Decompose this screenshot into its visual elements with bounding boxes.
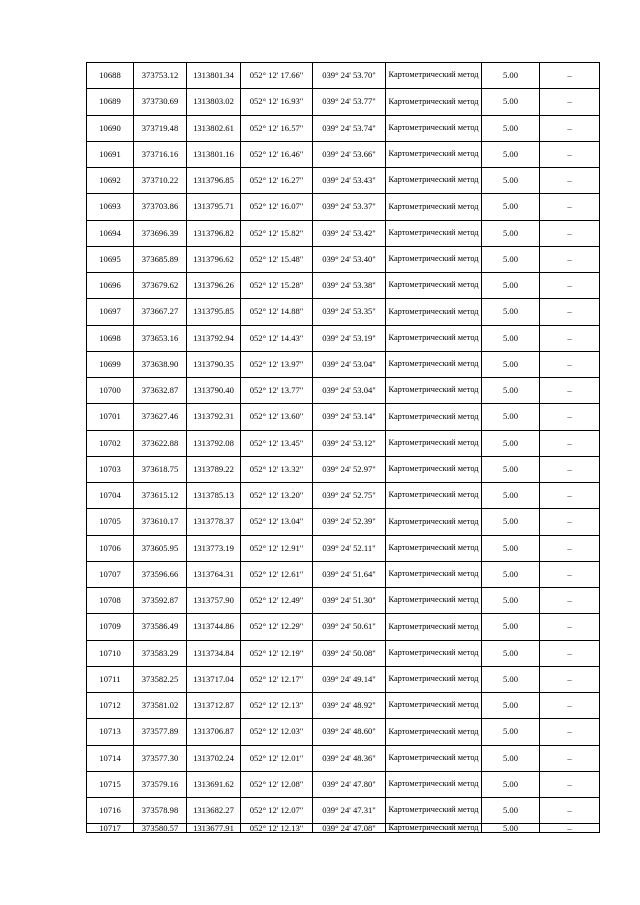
point-number-cell: 10703: [87, 456, 134, 482]
description-cell: –: [540, 430, 600, 456]
accuracy-cell: 5.00: [482, 798, 540, 824]
accuracy-cell: 5.00: [482, 115, 540, 141]
latitude-cell: 052° 12' 15.82": [241, 220, 313, 246]
latitude-cell: 052° 12' 12.01": [241, 745, 313, 771]
y-coordinate-cell: 1313796.82: [187, 220, 241, 246]
x-coordinate-cell: 373605.95: [134, 535, 187, 561]
point-number-cell: 10696: [87, 273, 134, 299]
x-coordinate-cell: 373581.02: [134, 693, 187, 719]
y-coordinate-cell: 1313792.94: [187, 325, 241, 351]
table-row: [87, 640, 600, 666]
accuracy-cell: 5.00: [482, 456, 540, 482]
latitude-cell: 052° 12' 12.13": [241, 693, 313, 719]
accuracy-cell: 5.00: [482, 719, 540, 745]
point-number-cell: 10710: [87, 640, 134, 666]
point-number-cell: 10698: [87, 325, 134, 351]
accuracy-cell: 5.00: [482, 194, 540, 220]
accuracy-cell: 5.00: [482, 246, 540, 272]
description-cell: –: [540, 273, 600, 299]
accuracy-cell: 5.00: [482, 351, 540, 377]
table-row: [87, 798, 600, 824]
latitude-cell: 052° 12' 12.49": [241, 588, 313, 614]
table-row: [87, 404, 600, 430]
method-cell: Картометрический метод: [386, 483, 482, 509]
accuracy-cell: 5.00: [482, 220, 540, 246]
table-row: [87, 561, 600, 587]
point-number-cell: 10713: [87, 719, 134, 745]
longitude-cell: 039° 24' 53.37": [313, 194, 386, 220]
latitude-cell: 052° 12' 14.43": [241, 325, 313, 351]
description-cell: –: [540, 824, 600, 833]
accuracy-cell: 5.00: [482, 63, 540, 89]
description-cell: –: [540, 693, 600, 719]
method-cell: Картометрический метод: [386, 115, 482, 141]
latitude-cell: 052° 12' 16.07": [241, 194, 313, 220]
accuracy-cell: 5.00: [482, 141, 540, 167]
method-cell: Картометрический метод: [386, 220, 482, 246]
accuracy-cell: 5.00: [482, 430, 540, 456]
table-row: [87, 351, 600, 377]
longitude-cell: 039° 24' 53.66": [313, 141, 386, 167]
longitude-cell: 039° 24' 53.43": [313, 168, 386, 194]
longitude-cell: 039° 24' 47.08": [313, 824, 386, 833]
longitude-cell: 039° 24' 53.04": [313, 378, 386, 404]
table-row: [87, 771, 600, 797]
latitude-cell: 052° 12' 12.13": [241, 824, 313, 833]
x-coordinate-cell: 373703.86: [134, 194, 187, 220]
point-number-cell: 10688: [87, 63, 134, 89]
longitude-cell: 039° 24' 53.04": [313, 351, 386, 377]
x-coordinate-cell: 373579.16: [134, 771, 187, 797]
latitude-cell: 052° 12' 13.20": [241, 483, 313, 509]
method-cell: Картометрический метод: [386, 588, 482, 614]
y-coordinate-cell: 1313796.85: [187, 168, 241, 194]
x-coordinate-cell: 373710.22: [134, 168, 187, 194]
longitude-cell: 039° 24' 52.75": [313, 483, 386, 509]
accuracy-cell: 5.00: [482, 771, 540, 797]
latitude-cell: 052° 12' 16.93": [241, 89, 313, 115]
point-number-cell: 10689: [87, 89, 134, 115]
point-number-cell: 10699: [87, 351, 134, 377]
latitude-cell: 052° 12' 13.32": [241, 456, 313, 482]
description-cell: –: [540, 509, 600, 535]
method-cell: Картометрический метод: [386, 168, 482, 194]
y-coordinate-cell: 1313717.04: [187, 666, 241, 692]
point-number-cell: 10711: [87, 666, 134, 692]
longitude-cell: 039° 24' 50.61": [313, 614, 386, 640]
x-coordinate-cell: 373622.88: [134, 430, 187, 456]
table-row: [87, 719, 600, 745]
table-row: [87, 141, 600, 167]
y-coordinate-cell: 1313744.86: [187, 614, 241, 640]
latitude-cell: 052° 12' 16.27": [241, 168, 313, 194]
y-coordinate-cell: 1313801.16: [187, 141, 241, 167]
point-number-cell: 10716: [87, 798, 134, 824]
table-row: [87, 89, 600, 115]
y-coordinate-cell: 1313789.22: [187, 456, 241, 482]
longitude-cell: 039° 24' 47.80": [313, 771, 386, 797]
x-coordinate-cell: 373753.12: [134, 63, 187, 89]
description-cell: –: [540, 483, 600, 509]
description-cell: –: [540, 561, 600, 587]
longitude-cell: 039° 24' 52.97": [313, 456, 386, 482]
point-number-cell: 10715: [87, 771, 134, 797]
y-coordinate-cell: 1313778.37: [187, 509, 241, 535]
x-coordinate-cell: 373719.48: [134, 115, 187, 141]
description-cell: –: [540, 246, 600, 272]
longitude-cell: 039° 24' 53.19": [313, 325, 386, 351]
description-cell: –: [540, 404, 600, 430]
description-cell: –: [540, 666, 600, 692]
y-coordinate-cell: 1313702.24: [187, 745, 241, 771]
description-cell: –: [540, 378, 600, 404]
description-cell: –: [540, 220, 600, 246]
y-coordinate-cell: 1313795.71: [187, 194, 241, 220]
latitude-cell: 052° 12' 12.61": [241, 561, 313, 587]
method-cell: Картометрический метод: [386, 246, 482, 272]
description-cell: –: [540, 89, 600, 115]
latitude-cell: 052° 12' 13.45": [241, 430, 313, 456]
longitude-cell: 039° 24' 53.42": [313, 220, 386, 246]
x-coordinate-cell: 373679.62: [134, 273, 187, 299]
table-row: [87, 430, 600, 456]
accuracy-cell: 5.00: [482, 404, 540, 430]
point-number-cell: 10708: [87, 588, 134, 614]
method-cell: Картометрический метод: [386, 141, 482, 167]
table-row: [87, 456, 600, 482]
longitude-cell: 039° 24' 53.14": [313, 404, 386, 430]
accuracy-cell: 5.00: [482, 89, 540, 115]
longitude-cell: 039° 24' 53.74": [313, 115, 386, 141]
point-number-cell: 10707: [87, 561, 134, 587]
longitude-cell: 039° 24' 48.92": [313, 693, 386, 719]
x-coordinate-cell: 373618.75: [134, 456, 187, 482]
accuracy-cell: 5.00: [482, 483, 540, 509]
table-row: [87, 824, 600, 833]
accuracy-cell: 5.00: [482, 666, 540, 692]
method-cell: Картометрический метод: [386, 325, 482, 351]
table-row: [87, 194, 600, 220]
method-cell: Картометрический метод: [386, 614, 482, 640]
x-coordinate-cell: 373583.29: [134, 640, 187, 666]
x-coordinate-cell: 373696.39: [134, 220, 187, 246]
longitude-cell: 039° 24' 53.70": [313, 63, 386, 89]
method-cell: Картометрический метод: [386, 771, 482, 797]
point-number-cell: 10695: [87, 246, 134, 272]
latitude-cell: 052° 12' 17.66": [241, 63, 313, 89]
method-cell: Картометрический метод: [386, 824, 482, 833]
method-cell: Картометрический метод: [386, 430, 482, 456]
description-cell: –: [540, 614, 600, 640]
table-row: [87, 666, 600, 692]
method-cell: Картометрический метод: [386, 745, 482, 771]
y-coordinate-cell: 1313803.02: [187, 89, 241, 115]
table-row: [87, 378, 600, 404]
longitude-cell: 039° 24' 53.35": [313, 299, 386, 325]
description-cell: –: [540, 745, 600, 771]
x-coordinate-cell: 373653.16: [134, 325, 187, 351]
x-coordinate-cell: 373586.49: [134, 614, 187, 640]
y-coordinate-cell: 1313773.19: [187, 535, 241, 561]
description-cell: –: [540, 63, 600, 89]
longitude-cell: 039° 24' 52.11": [313, 535, 386, 561]
y-coordinate-cell: 1313706.87: [187, 719, 241, 745]
accuracy-cell: 5.00: [482, 273, 540, 299]
method-cell: Картометрический метод: [386, 194, 482, 220]
accuracy-cell: 5.00: [482, 378, 540, 404]
latitude-cell: 052° 12' 12.91": [241, 535, 313, 561]
x-coordinate-cell: 373592.87: [134, 588, 187, 614]
x-coordinate-cell: 373667.27: [134, 299, 187, 325]
method-cell: Картометрический метод: [386, 666, 482, 692]
x-coordinate-cell: 373716.16: [134, 141, 187, 167]
table-row: [87, 63, 600, 89]
x-coordinate-cell: 373627.46: [134, 404, 187, 430]
y-coordinate-cell: 1313682.27: [187, 798, 241, 824]
x-coordinate-cell: 373578.98: [134, 798, 187, 824]
x-coordinate-cell: 373685.89: [134, 246, 187, 272]
method-cell: Картометрический метод: [386, 404, 482, 430]
table-row: [87, 299, 600, 325]
point-number-cell: 10697: [87, 299, 134, 325]
point-number-cell: 10701: [87, 404, 134, 430]
table-row: [87, 745, 600, 771]
y-coordinate-cell: 1313795.85: [187, 299, 241, 325]
longitude-cell: 039° 24' 53.12": [313, 430, 386, 456]
y-coordinate-cell: 1313712.87: [187, 693, 241, 719]
y-coordinate-cell: 1313790.40: [187, 378, 241, 404]
description-cell: –: [540, 325, 600, 351]
description-cell: –: [540, 299, 600, 325]
description-cell: –: [540, 588, 600, 614]
x-coordinate-cell: 373632.87: [134, 378, 187, 404]
table-row: [87, 535, 600, 561]
x-coordinate-cell: 373577.89: [134, 719, 187, 745]
method-cell: Картометрический метод: [386, 640, 482, 666]
y-coordinate-cell: 1313677.91: [187, 824, 241, 833]
y-coordinate-cell: 1313796.62: [187, 246, 241, 272]
longitude-cell: 039° 24' 49.14": [313, 666, 386, 692]
table-row: [87, 168, 600, 194]
method-cell: Картометрический метод: [386, 299, 482, 325]
y-coordinate-cell: 1313792.08: [187, 430, 241, 456]
latitude-cell: 052° 12' 12.08": [241, 771, 313, 797]
method-cell: Картометрический метод: [386, 378, 482, 404]
y-coordinate-cell: 1313757.90: [187, 588, 241, 614]
accuracy-cell: 5.00: [482, 168, 540, 194]
longitude-cell: 039° 24' 52.39": [313, 509, 386, 535]
table-row: [87, 115, 600, 141]
longitude-cell: 039° 24' 47.31": [313, 798, 386, 824]
point-number-cell: 10693: [87, 194, 134, 220]
x-coordinate-cell: 373577.30: [134, 745, 187, 771]
point-number-cell: 10692: [87, 168, 134, 194]
longitude-cell: 039° 24' 53.40": [313, 246, 386, 272]
x-coordinate-cell: 373610.17: [134, 509, 187, 535]
x-coordinate-cell: 373582.25: [134, 666, 187, 692]
description-cell: –: [540, 456, 600, 482]
table-row: [87, 246, 600, 272]
x-coordinate-cell: 373596.66: [134, 561, 187, 587]
point-number-cell: 10709: [87, 614, 134, 640]
table-row: [87, 273, 600, 299]
x-coordinate-cell: 373638.90: [134, 351, 187, 377]
y-coordinate-cell: 1313691.62: [187, 771, 241, 797]
latitude-cell: 052° 12' 13.77": [241, 378, 313, 404]
table-row: [87, 220, 600, 246]
method-cell: Картометрический метод: [386, 798, 482, 824]
y-coordinate-cell: 1313801.34: [187, 63, 241, 89]
method-cell: Картометрический метод: [386, 351, 482, 377]
description-cell: –: [540, 115, 600, 141]
latitude-cell: 052° 12' 13.97": [241, 351, 313, 377]
latitude-cell: 052° 12' 13.60": [241, 404, 313, 430]
longitude-cell: 039° 24' 53.77": [313, 89, 386, 115]
table-row: [87, 325, 600, 351]
description-cell: –: [540, 351, 600, 377]
table-row: [87, 483, 600, 509]
description-cell: –: [540, 194, 600, 220]
latitude-cell: 052° 12' 15.48": [241, 246, 313, 272]
accuracy-cell: 5.00: [482, 509, 540, 535]
latitude-cell: 052° 12' 12.03": [241, 719, 313, 745]
description-cell: –: [540, 535, 600, 561]
accuracy-cell: 5.00: [482, 614, 540, 640]
longitude-cell: 039° 24' 48.60": [313, 719, 386, 745]
latitude-cell: 052° 12' 16.57": [241, 115, 313, 141]
method-cell: Картометрический метод: [386, 89, 482, 115]
description-cell: –: [540, 771, 600, 797]
y-coordinate-cell: 1313764.31: [187, 561, 241, 587]
point-number-cell: 10712: [87, 693, 134, 719]
accuracy-cell: 5.00: [482, 745, 540, 771]
point-number-cell: 10705: [87, 509, 134, 535]
description-cell: –: [540, 798, 600, 824]
accuracy-cell: 5.00: [482, 640, 540, 666]
method-cell: Картометрический метод: [386, 561, 482, 587]
point-number-cell: 10694: [87, 220, 134, 246]
latitude-cell: 052° 12' 12.29": [241, 614, 313, 640]
table-row: [87, 614, 600, 640]
coordinates-table: [86, 62, 600, 833]
point-number-cell: 10714: [87, 745, 134, 771]
y-coordinate-cell: 1313792.31: [187, 404, 241, 430]
accuracy-cell: 5.00: [482, 325, 540, 351]
point-number-cell: 10691: [87, 141, 134, 167]
y-coordinate-cell: 1313734.84: [187, 640, 241, 666]
accuracy-cell: 5.00: [482, 693, 540, 719]
latitude-cell: 052° 12' 13.04": [241, 509, 313, 535]
y-coordinate-cell: 1313796.26: [187, 273, 241, 299]
accuracy-cell: 5.00: [482, 535, 540, 561]
latitude-cell: 052° 12' 12.07": [241, 798, 313, 824]
table-row: [87, 693, 600, 719]
longitude-cell: 039° 24' 53.38": [313, 273, 386, 299]
accuracy-cell: 5.00: [482, 824, 540, 833]
method-cell: Картометрический метод: [386, 63, 482, 89]
longitude-cell: 039° 24' 48.36": [313, 745, 386, 771]
x-coordinate-cell: 373615.12: [134, 483, 187, 509]
point-number-cell: 10706: [87, 535, 134, 561]
x-coordinate-cell: 373730.69: [134, 89, 187, 115]
x-coordinate-cell: 373580.57: [134, 824, 187, 833]
y-coordinate-cell: 1313802.61: [187, 115, 241, 141]
description-cell: –: [540, 640, 600, 666]
point-number-cell: 10700: [87, 378, 134, 404]
latitude-cell: 052° 12' 14.88": [241, 299, 313, 325]
point-number-cell: 10702: [87, 430, 134, 456]
method-cell: Картометрический метод: [386, 273, 482, 299]
description-cell: –: [540, 168, 600, 194]
accuracy-cell: 5.00: [482, 299, 540, 325]
y-coordinate-cell: 1313790.35: [187, 351, 241, 377]
table-row: [87, 588, 600, 614]
point-number-cell: 10704: [87, 483, 134, 509]
y-coordinate-cell: 1313785.13: [187, 483, 241, 509]
description-cell: –: [540, 141, 600, 167]
latitude-cell: 052° 12' 12.19": [241, 640, 313, 666]
latitude-cell: 052° 12' 15.28": [241, 273, 313, 299]
latitude-cell: 052° 12' 12.17": [241, 666, 313, 692]
method-cell: Картометрический метод: [386, 693, 482, 719]
accuracy-cell: 5.00: [482, 588, 540, 614]
method-cell: Картометрический метод: [386, 509, 482, 535]
longitude-cell: 039° 24' 50.08": [313, 640, 386, 666]
method-cell: Картометрический метод: [386, 535, 482, 561]
method-cell: Картометрический метод: [386, 719, 482, 745]
method-cell: Картометрический метод: [386, 456, 482, 482]
accuracy-cell: 5.00: [482, 561, 540, 587]
point-number-cell: 10690: [87, 115, 134, 141]
table-row: [87, 509, 600, 535]
description-cell: –: [540, 719, 600, 745]
longitude-cell: 039° 24' 51.30": [313, 588, 386, 614]
point-number-cell: 10717: [87, 824, 134, 833]
longitude-cell: 039° 24' 51.64": [313, 561, 386, 587]
latitude-cell: 052° 12' 16.46": [241, 141, 313, 167]
